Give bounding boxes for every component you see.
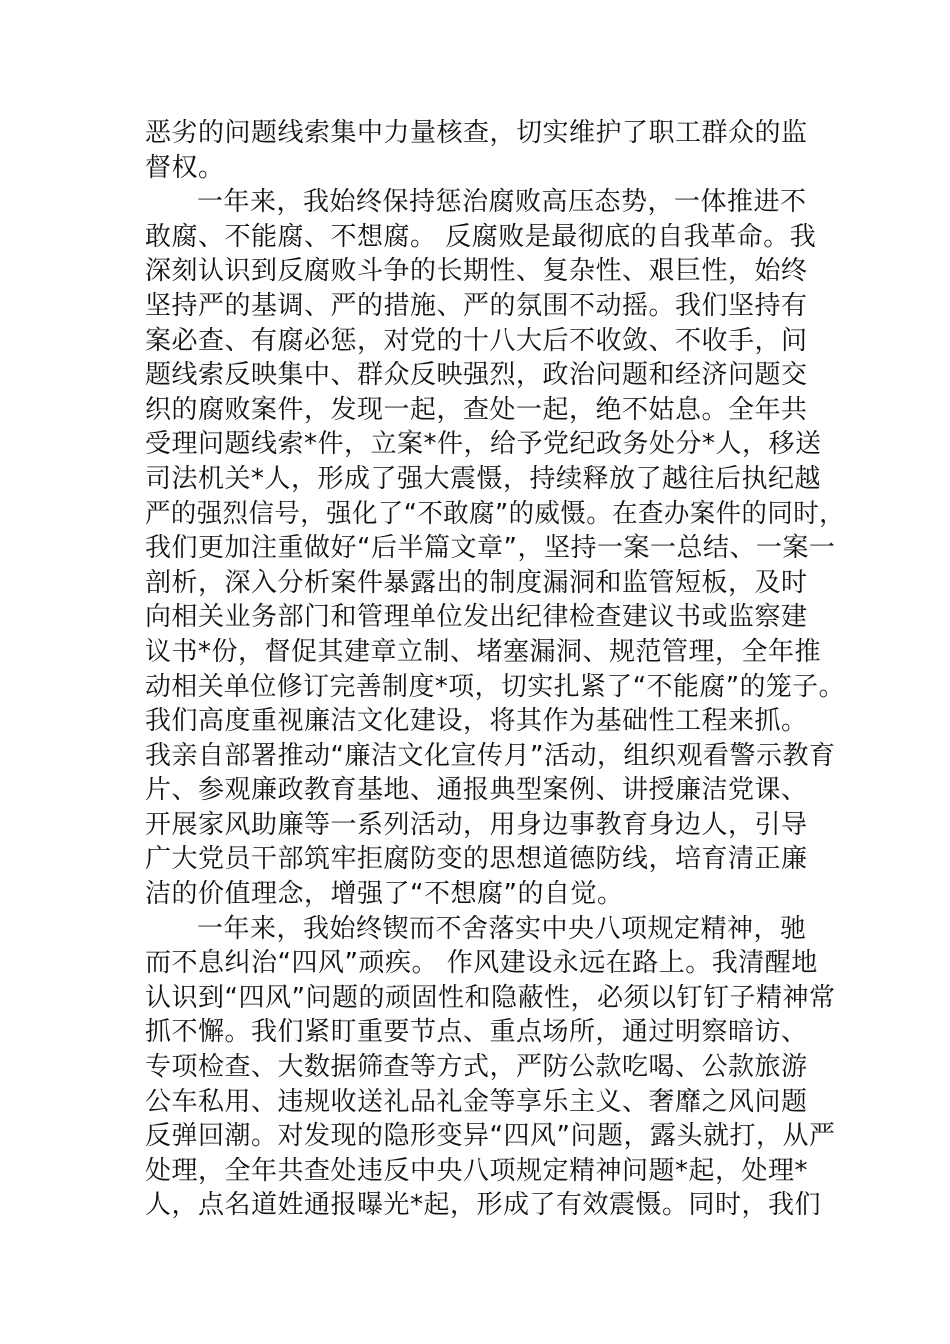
text-line: 剖析，深入分析案件暴露出的制度漏洞和监管短板，及时 (145, 567, 808, 598)
text-line: 广大党员干部筑牢拒腐防变的思想道德防线，培育清正廉 (145, 844, 808, 875)
body-text (145, 116, 845, 1223)
text-line: 题线索反映集中、群众反映强烈，政治问题和经济问题交 (145, 360, 808, 391)
text-line: 深刻认识到反腐败斗争的长期性、复杂性、艰巨性，始终 (145, 256, 808, 287)
text-line: 动相关单位修订完善制度*项，切实扎紧了“不能腐”的笼子。 (145, 671, 845, 702)
text-line: 议书*份，督促其建章立制、堵塞漏洞、规范管理，全年推 (145, 636, 822, 667)
text-line: 敢腐、不能腐、不想腐。 反腐败是最彻底的自我革命。我 (145, 221, 817, 252)
text-line: 一年来，我始终保持惩治腐败高压态势，一体推进不 (197, 187, 807, 218)
text-line: 片、参观廉政教育基地、通报典型案例、讲授廉洁党课、 (145, 775, 808, 806)
text-line: 案必查、有腐必惩，对党的十八大后不收敛、不收手，问 (145, 325, 808, 356)
text-line: 一年来，我始终锲而不舍落实中央八项规定精神，驰 (197, 913, 807, 944)
text-line: 织的腐败案件，发现一起，查处一起，绝不姑息。全年共 (145, 394, 808, 425)
text-line: 反弹回潮。对发现的隐形变异“四风”问题，露头就打，从严 (145, 1121, 836, 1152)
text-line: 抓不懈。我们紧盯重要节点、重点场所，通过明察暗访、 (145, 1017, 808, 1048)
text-line: 公车私用、违规收送礼品礼金等享乐主义、奢靡之风问题 (145, 1086, 808, 1117)
text-line: 严的强烈信号，强化了“不敢腐”的威慑。在查办案件的同时， (145, 498, 845, 529)
text-line: 司法机关*人，形成了强大震慑，持续释放了越往后执纪越 (145, 463, 822, 494)
text-line: 洁的价值理念，增强了“不想腐”的自觉。 (145, 879, 624, 910)
text-line: 开展家风助廉等一系列活动，用身边事教育身边人，引导 (145, 809, 808, 840)
text-line: 我们高度重视廉洁文化建设，将其作为基础性工程来抓。 (145, 706, 808, 737)
text-line: 向相关业务部门和管理单位发出纪律检查建议书或监察建 (145, 602, 808, 633)
text-line: 受理问题线索*件，立案*件，给予党纪政务处分*人，移送 (145, 429, 822, 460)
text-line: 督权。 (145, 152, 225, 183)
text-line: 坚持严的基调、严的措施、严的氛围不动摇。我们坚持有 (145, 290, 808, 321)
text-line: 专项检查、大数据筛查等方式，严防公款吃喝、公款旅游 (145, 1052, 808, 1083)
text-line: 我亲自部署推动“廉洁文化宣传月”活动，组织观看警示教育 (145, 740, 836, 771)
text-line: 认识到“四风”问题的顽固性和隐蔽性，必须以钉钉子精神常 (145, 982, 836, 1013)
text-line: 人，点名道姓通报曝光*起，形成了有效震慑。同时，我们 (145, 1190, 822, 1221)
text-line: 处理，全年共查处违反中央八项规定精神问题*起，处理* (145, 1155, 809, 1186)
text-line: 我们更加注重做好“后半篇文章”，坚持一案一总结、一案一 (145, 533, 836, 564)
text-line: 恶劣的问题线索集中力量核查，切实维护了职工群众的监 (145, 118, 808, 148)
text-line: 而不息纠治“四风”顽疾。 作风建设永远在路上。我清醒地 (145, 948, 818, 979)
